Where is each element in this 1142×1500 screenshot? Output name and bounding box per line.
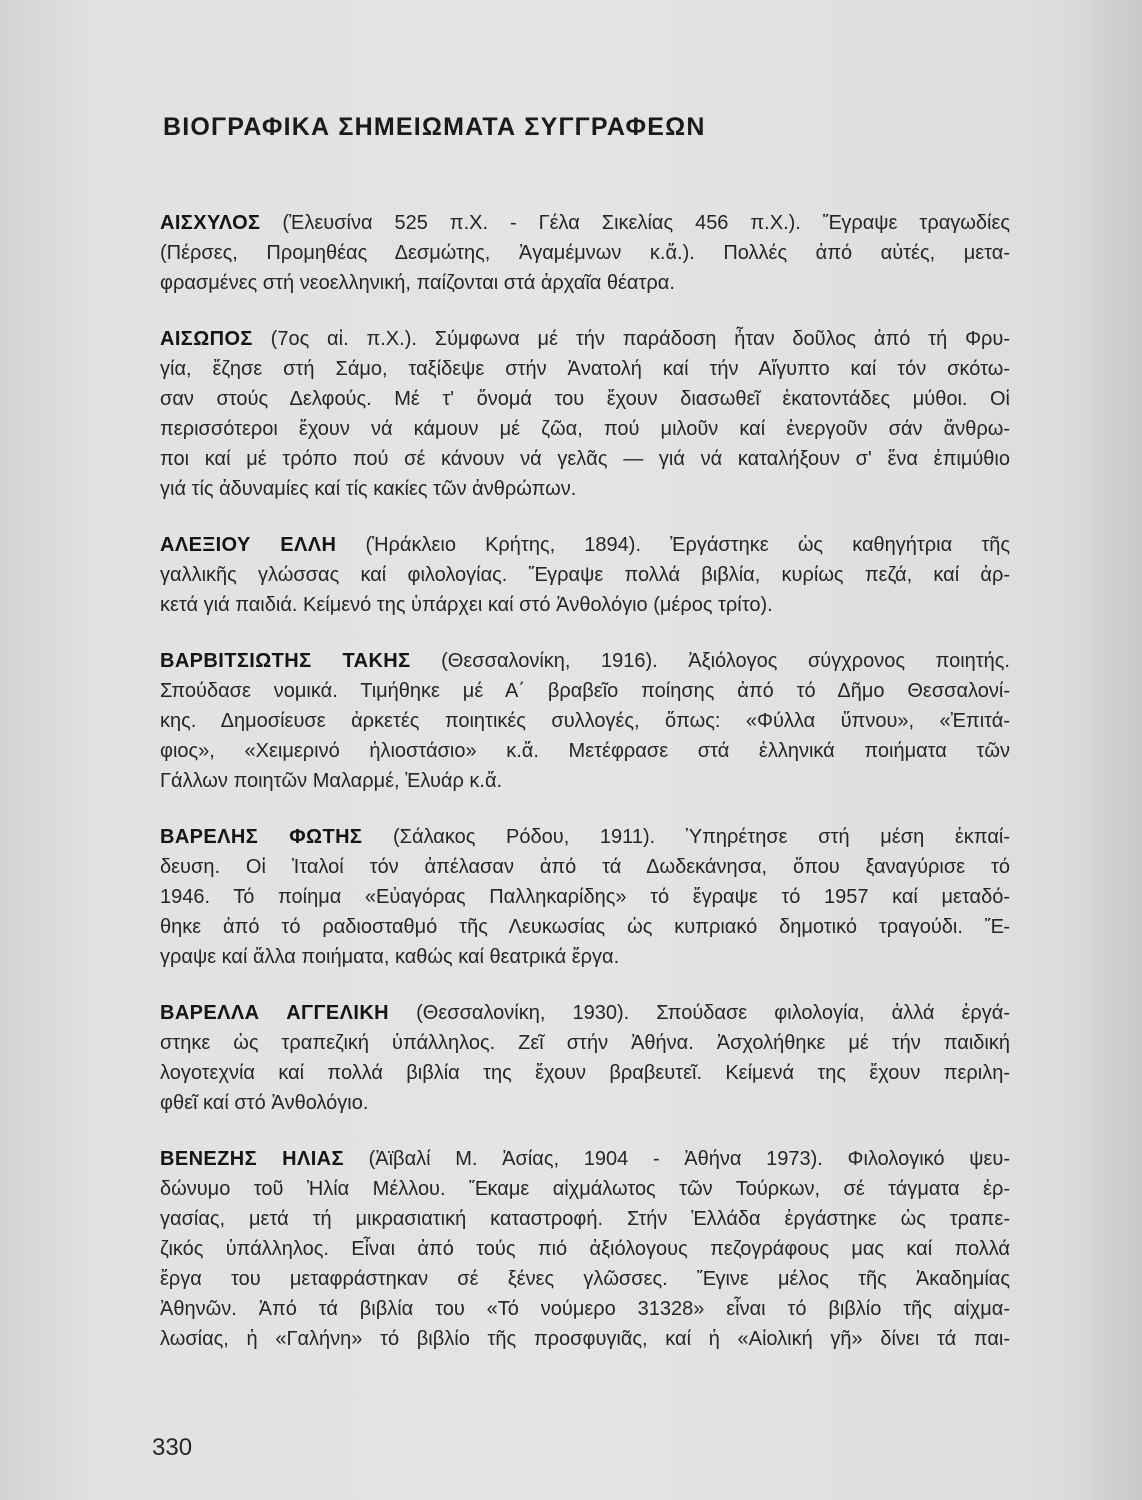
entry-text-line: γαλλικῆς γλώσσας καί φιλολογίας. Ἔγραψε πολλά βιβλία, κυρίως πεζά, καί ἀρ- [160, 564, 1010, 586]
entry-text-line: ποι καί μέ τρόπο πού σέ κάνουν νά γελᾶς — γιά νά καταλήξουν σ' ἕνα ἐπιμύθιο [160, 448, 1010, 470]
entry-text: (Ἡράκλειο Κρήτης, 1894). Ἐργάστηκε ὡς καθηγήτρια τῆς [336, 534, 1010, 556]
entry-text-line: δευση. Οἱ Ἰταλοί τόν ἀπέλασαν ἀπό τά Δωδεκάνησα, ὅπου ξαναγύρισε τό [160, 856, 1010, 878]
author-name: ΒΑΡΕΛΗΣ ΦΩΤΗΣ [160, 826, 363, 848]
page-title: ΒΙΟΓΡΑΦΙΚΑ ΣΗΜΕΙΩΜΑΤΑ ΣΥΓΓΡΑΦΕΩΝ [163, 113, 706, 141]
entry-text-line: Ἀθηνῶν. Ἀπό τά βιβλία του «Τό νούμερο 31328» εἶναι τό βιβλίο τῆς αἰχμα- [160, 1298, 1010, 1320]
author-name: ΒΑΡΒΙΤΣΙΩΤΗΣ ΤΑΚΗΣ [160, 650, 411, 672]
entry-first-line [160, 646, 1010, 676]
entry-text-line: φρασμένες στή νεοελληνική, παίζονται στά ἀρχαῖα θέατρα. [160, 272, 675, 294]
entry-first-line [160, 530, 1010, 560]
entry-text-line: φθεῖ καί στό Ἀνθολόγιο. [160, 1092, 369, 1114]
biography-entry-aisopos [160, 324, 1010, 504]
author-name: ΑΛΕΞΙΟΥ ΕΛΛΗ [160, 534, 337, 556]
entry-first-line [160, 1144, 1010, 1174]
entry-text-line: κης. Δημοσίευσε ἀρκετές ποιητικές συλλογές, ὅπως: «Φύλλα ὕπνου», «Ἐπιτά- [160, 710, 1010, 732]
biography-entry-varelis [160, 822, 1010, 972]
entry-text: (Ἐλευσίνα 525 π.Χ. - Γέλα Σικελίας 456 π.Χ.). Ἔγραψε τραγωδίες [260, 212, 1010, 234]
entry-first-line [160, 208, 1010, 238]
entry-text-line: ἔργα του μεταφράστηκαν σέ ξένες γλῶσσες. Ἔγινε μέλος τῆς Ἀκαδημίας [160, 1268, 1010, 1290]
entry-text-line: (Πέρσες, Προμηθέας Δεσμώτης, Ἀγαμέμνων κ.ἄ.). Πολλές ἀπό αὐτές, μετα- [160, 242, 1010, 264]
author-name: ΑΙΣΩΠΟΣ [160, 328, 253, 350]
author-name: ΒΑΡΕΛΛΑ ΑΓΓΕΛΙΚΗ [160, 1002, 390, 1024]
biography-list [160, 208, 1010, 1380]
entry-text-line: γία, ἔζησε στή Σάμο, ταξίδεψε στήν Ἀνατολή καί τήν Αἴγυπτο καί τόν σκότω- [160, 358, 1010, 380]
entry-text-line: λωσίας, ἡ «Γαλήνη» τό βιβλίο τῆς προσφυγιᾶς, καί ἡ «Αἰολική γῆ» δίνει τά παι- [160, 1328, 1010, 1350]
entry-text-line: Γάλλων ποιητῶν Μαλαρμέ, Ἐλυάρ κ.ἄ. [160, 770, 503, 792]
biography-entry-alexiou [160, 530, 1010, 620]
author-name: ΑΙΣΧΥΛΟΣ [160, 212, 261, 234]
entry-first-line [160, 324, 1010, 354]
entry-text-line: λογοτεχνία καί πολλά βιβλία της ἔχουν βραβευτεῖ. Κείμενά της ἔχουν περιλη- [160, 1062, 1010, 1084]
biography-entry-varella [160, 998, 1010, 1118]
page-edge-shadow [1072, 0, 1142, 1500]
author-name: ΒΕΝΕΖΗΣ ΗΛΙΑΣ [160, 1148, 344, 1170]
page-number: 330 [152, 1434, 193, 1461]
entry-text-line: 1946. Τό ποίημα «Εὐαγόρας Παλληκαρίδης» τό ἔγραψε τό 1957 καί μεταδό- [160, 886, 1010, 908]
entry-text: (7ος αἰ. π.Χ.). Σύμφωνα μέ τήν παράδοση ἦταν δοῦλος ἀπό τή Φρυ- [252, 328, 1010, 350]
biography-entry-venezis [160, 1144, 1010, 1354]
entry-text-line: ζικός ὑπάλληλος. Εἶναι ἀπό τούς πιό ἀξιόλογους πεζογράφους μας καί πολλά [160, 1238, 1010, 1260]
entry-text-line: κετά γιά παιδιά. Κείμενό της ὑπάρχει καί στό Ἀνθολόγιο (μέρος τρίτο). [160, 594, 773, 616]
entry-text-line: περισσότεροι ἔχουν νά κάμουν μέ ζῶα, πού μιλοῦν καί ἐνεργοῦν σάν ἄνθρω- [160, 418, 1010, 440]
entry-text-line: γασίας, μετά τή μικρασιατική καταστροφή. Στήν Ἑλλάδα ἐργάστηκε ὡς τραπε- [160, 1208, 1010, 1230]
entry-text: (Σάλακος Ρόδου, 1911). Ὑπηρέτησε στή μέση ἐκπαί- [362, 826, 1010, 848]
entry-text: (Ἀϊβαλί Μ. Ἀσίας, 1904 - Ἀθήνα 1973). Φιλολογικό ψευ- [343, 1148, 1011, 1170]
entry-text-line: θηκε ἀπό τό ραδιοσταθμό τῆς Λευκωσίας ὡς κυπριακό δημοτικό τραγούδι. Ἔ- [160, 916, 1010, 938]
entry-first-line [160, 998, 1010, 1028]
biography-entry-varvitsiotis [160, 646, 1010, 796]
entry-text-line: Σπούδασε νομικά. Τιμήθηκε μέ Α΄ βραβεῖο ποίησης ἀπό τό Δῆμο Θεσσαλονί- [160, 680, 1010, 702]
entry-text-line: στηκε ὡς τραπεζική ὑπάλληλος. Ζεῖ στήν Ἀθήνα. Ἀσχολήθηκε μέ τήν παιδική [160, 1032, 1010, 1054]
entry-text: (Θεσσαλονίκη, 1916). Ἀξιόλογος σύγχρονος ποιητής. [410, 650, 1010, 672]
biography-entry-aischylos [160, 208, 1010, 298]
entry-first-line [160, 822, 1010, 852]
entry-text-line: γιά τίς ἀδυναμίες καί τίς κακίες τῶν ἀνθρώπων. [160, 478, 577, 500]
entry-text-line: σαν στούς Δελφούς. Μέ τ' ὄνομά του ἔχουν διασωθεῖ ἑκατοντάδες μύθοι. Οἱ [160, 388, 1010, 410]
entry-text-line: δώνυμο τοῦ Ἠλία Μέλλου. Ἔκαμε αἰχμάλωτος τῶν Τούρκων, σέ τάγματα ἐρ- [160, 1178, 1010, 1200]
entry-text-line: γραψε καί ἄλλα ποιήματα, καθώς καί θεατρικά ἔργα. [160, 946, 620, 968]
entry-text: (Θεσσαλονίκη, 1930). Σπούδασε φιλολογία, ἀλλά ἐργά- [389, 1002, 1010, 1024]
entry-text-line: φιος», «Χειμερινό ἡλιοστάσιο» κ.ἄ. Μετέφρασε στά ἑλληνικά ποιήματα τῶν [160, 740, 1010, 762]
